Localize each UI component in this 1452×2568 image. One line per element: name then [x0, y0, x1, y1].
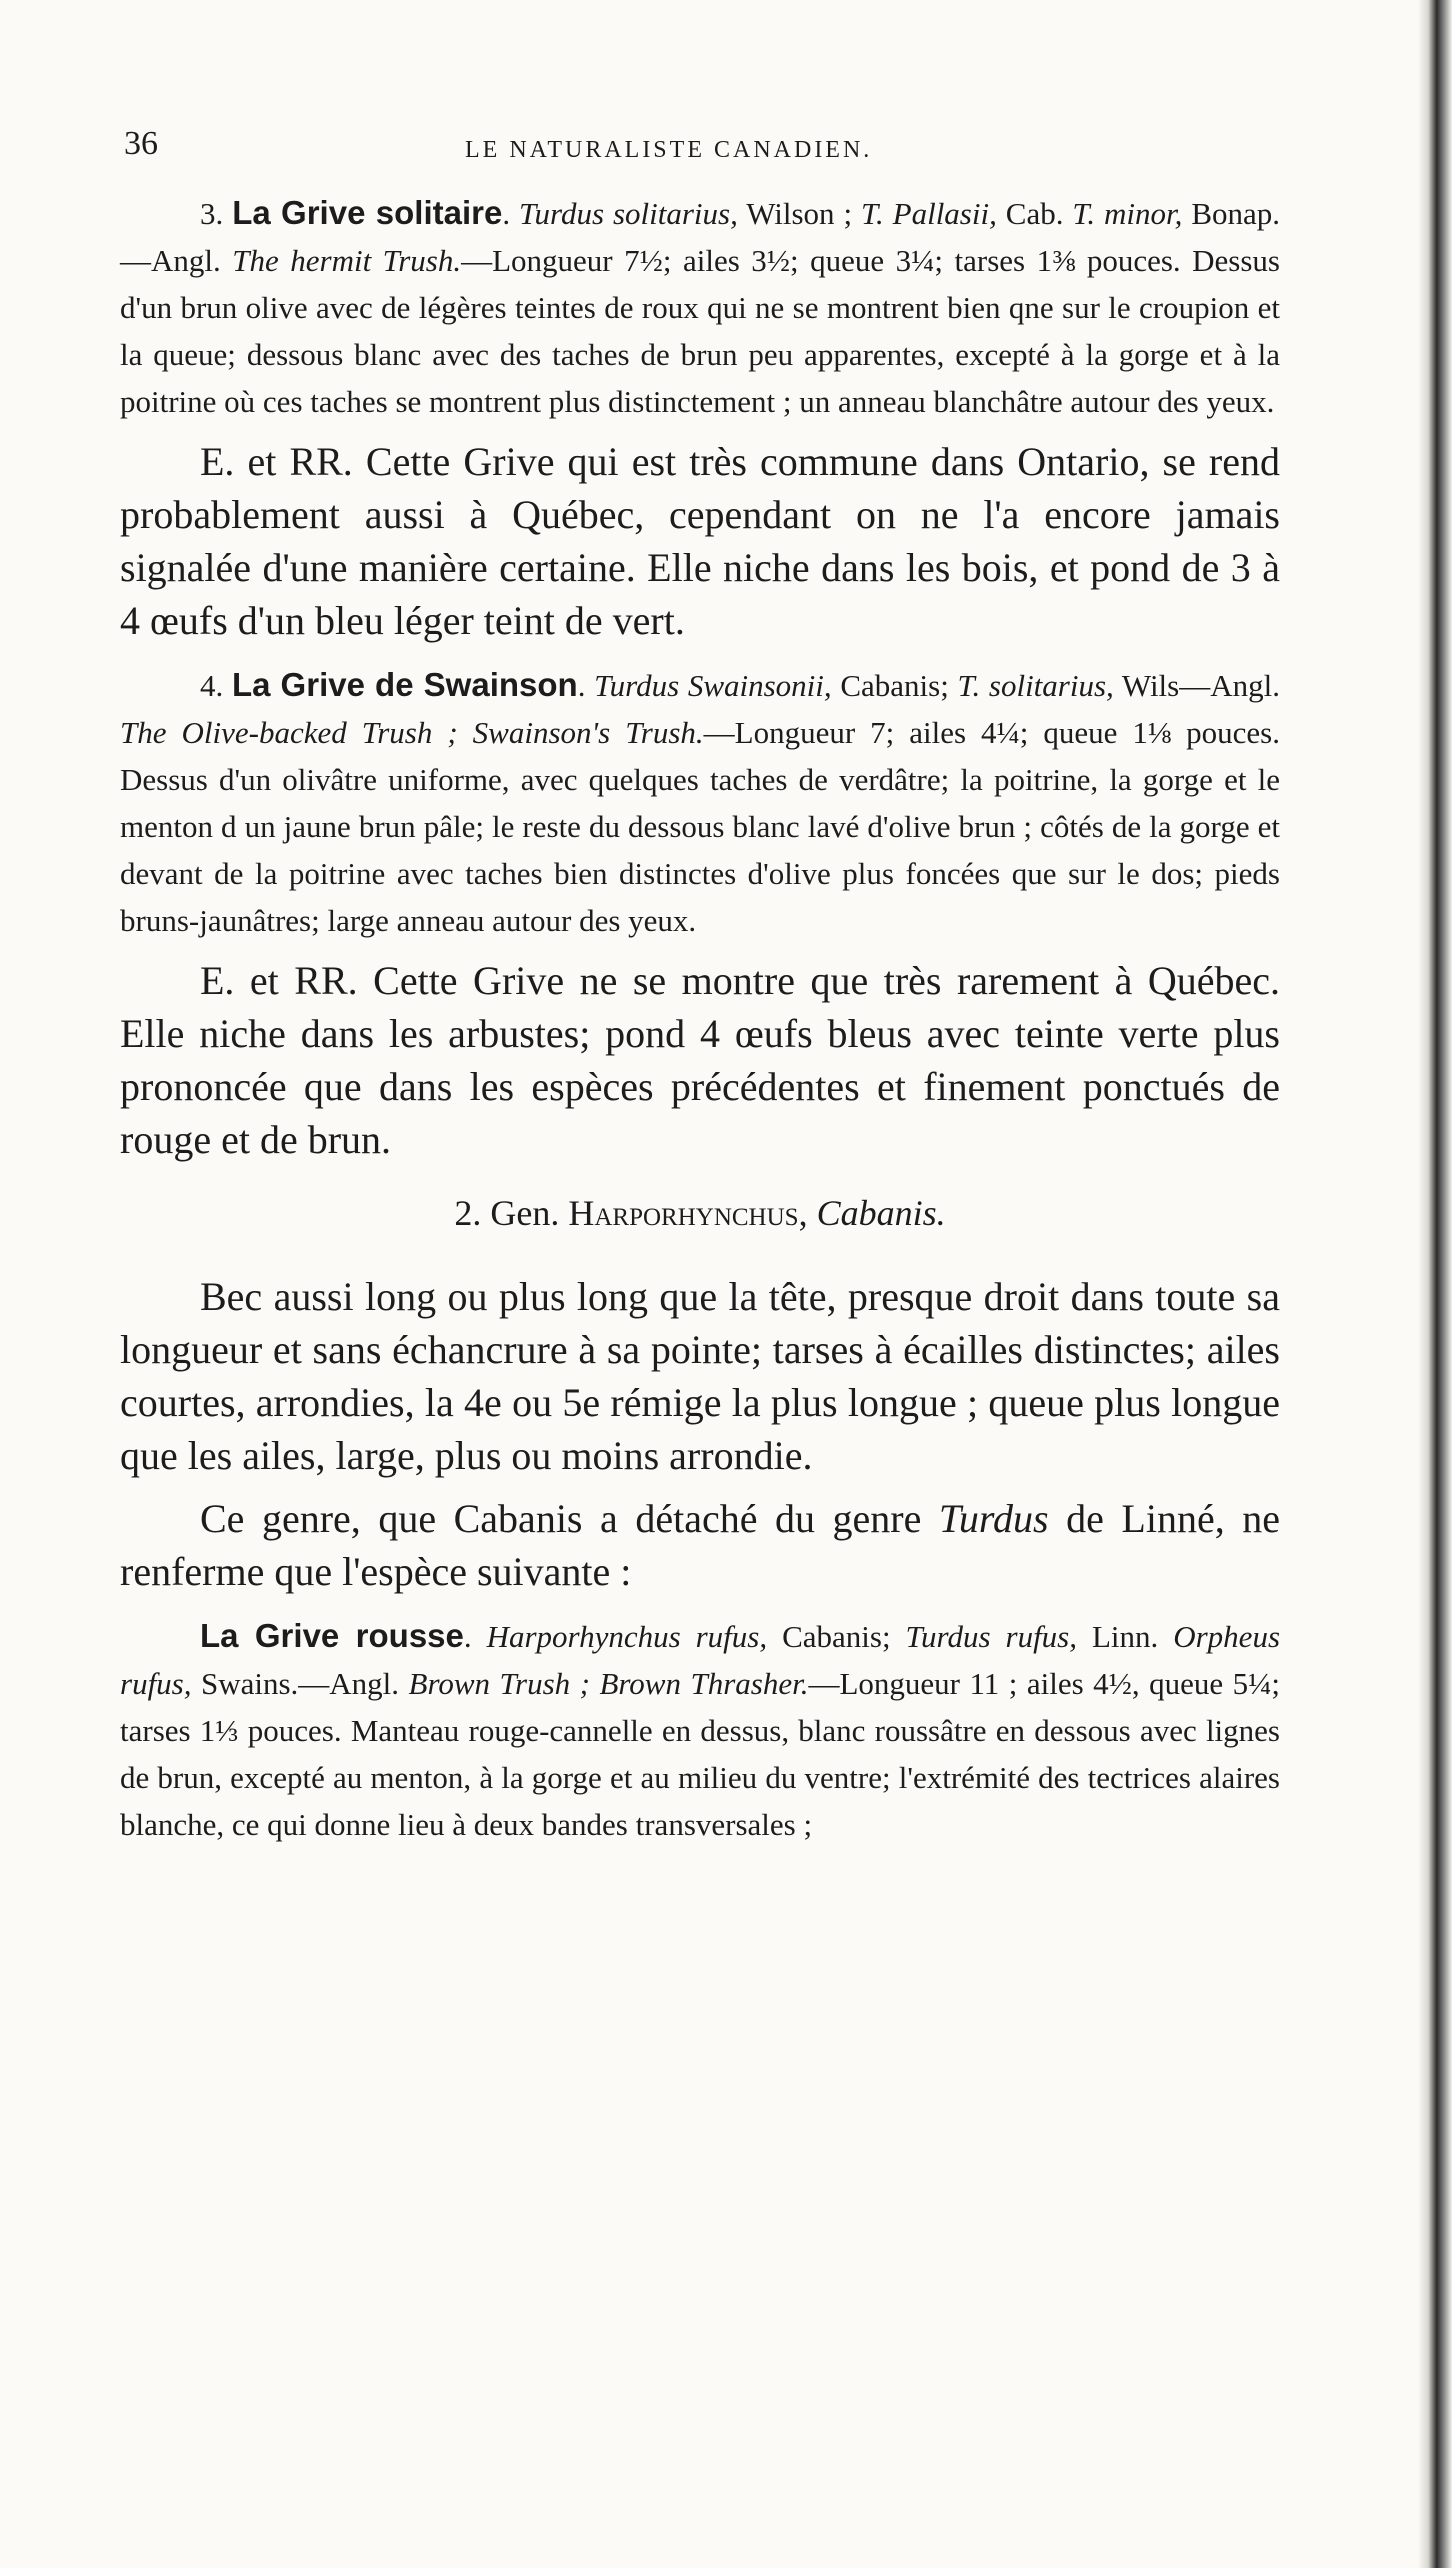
text-run: —Longueur 7½; ailes 3½; queue 3¼; tarses 1⅜ pouces. Dessus d'un brun olive avec de légères teintes de roux qui ne se montrent bien qne sur le croupion et la queue; dessous blanc avec des taches de brun peu apparentes, excepté à la gorge et à la poitrine où ces taches se montrent plus distinctement ; un anneau blanchâtre autour des yeux.	[120, 243, 1280, 419]
genus-author: Cabanis.	[816, 1193, 946, 1233]
page-number: 36	[124, 125, 158, 162]
latin-name: T. Pallasii,	[861, 196, 997, 231]
species-number: 3.	[200, 196, 224, 231]
text-run: —Longueur 11 ; ailes 4½, queue 5¼; tarses 1⅓ pouces. Manteau rouge-cannelle en dessus, blanc roussâtre en dessous avec lignes de brun, excepté au menton, à la gorge et au milieu du ventre; l'extrémité des tectrices alaires blanche, ce qui donne lieu à deux bandes transversales ;	[120, 1666, 1280, 1842]
genus-name: Harporhynchus,	[568, 1193, 808, 1233]
latin-name: Turdus	[938, 1496, 1049, 1541]
scan-binding-edge	[1418, 0, 1452, 2568]
species-4-description	[120, 661, 1280, 944]
text-run: Wils—Angl.	[1113, 668, 1280, 703]
species-3-description	[120, 189, 1280, 425]
genus-heading	[120, 1192, 1280, 1234]
species-common-name: La Grive de Swainson	[231, 666, 578, 703]
latin-name: Harporhynchus rufus,	[486, 1619, 768, 1654]
text-run: .	[502, 196, 520, 231]
english-name: The hermit Trush.	[232, 243, 462, 278]
text-run: Linn.	[1077, 1619, 1174, 1654]
species-4-note: E. et RR. Cette Grive ne se montre que très rarement à Québec. Elle niche dans les arbustes; pond 4 œufs bleus avec teinte verte plus prononcée que dans les espèces précédentes et finement ponctués de rouge et de brun.	[120, 958, 1280, 1162]
text-run: —Longueur 7; ailes 4¼; queue 1⅛ pouces. Dessus d'un olivâtre uniforme, avec quelques taches de verdâtre; la poitrine, la gorge et le menton d un jaune brun pâle; le reste du dessous blanc lavé d'olive brun ; côtés de la gorge et devant de la poitrine avec taches bien distinctes d'olive plus foncées que sur le dos; pieds bruns-jaunâtres; large anneau autour des yeux.	[120, 715, 1281, 938]
book-page	[120, 115, 1280, 1848]
text-run: de Linné, ne renferme que l'espèce suivante :	[120, 1496, 1280, 1594]
english-name: Brown Trush ; Brown Thrasher.	[408, 1666, 809, 1701]
text-run: Swains.—Angl.	[191, 1666, 409, 1701]
text-run: Wilson ;	[737, 196, 862, 231]
text-run: Bonap.—Angl.	[120, 196, 1281, 278]
species-common-name: La Grive solitaire	[232, 194, 503, 231]
text-run: Ce genre, que Cabanis a détaché du genre	[200, 1496, 939, 1541]
latin-name: Turdus rufus,	[905, 1619, 1077, 1654]
text-run: .	[463, 1619, 487, 1654]
species-common-name: La Grive rousse	[200, 1617, 464, 1654]
species-rufus-description	[120, 1612, 1280, 1848]
latin-name: Orpheus rufus,	[120, 1619, 1281, 1701]
text-run: Cabanis;	[831, 668, 958, 703]
latin-name: Turdus Swainsonii,	[594, 668, 832, 703]
latin-name: T. solitarius,	[957, 668, 1114, 703]
text-run: Cab.	[996, 196, 1073, 231]
species-number: 4.	[200, 668, 224, 703]
latin-name: T. minor,	[1072, 196, 1183, 231]
journal-title: LE NATURALISTE CANADIEN.	[465, 137, 873, 163]
text-run: .	[577, 668, 595, 703]
genus-description: Bec aussi long ou plus long que la tête, presque droit dans toute sa longueur et sans échancrure à sa pointe; tarses à écailles distinctes; ailes courtes, arrondies, la 4e ou 5e rémige la plus longue ; queue plus longue que les ailes, large, plus ou moins arrondie.	[120, 1274, 1280, 1478]
genus-note	[120, 1492, 1280, 1598]
text-run: Cabanis;	[767, 1619, 906, 1654]
running-head	[120, 115, 1280, 175]
species-3-note: E. et RR. Cette Grive qui est très commune dans Ontario, se rend probablement aussi à Québec, cependant on ne l'a encore jamais signalée d'une manière certaine. Elle niche dans les bois, et pond de 3 à 4 œufs d'un bleu léger teint de vert.	[120, 439, 1280, 643]
english-name: The Olive-backed Trush ; Swainson's Trush.	[120, 715, 704, 750]
genus-prefix: 2. Gen.	[454, 1193, 560, 1233]
latin-name: Turdus solitarius,	[519, 196, 738, 231]
